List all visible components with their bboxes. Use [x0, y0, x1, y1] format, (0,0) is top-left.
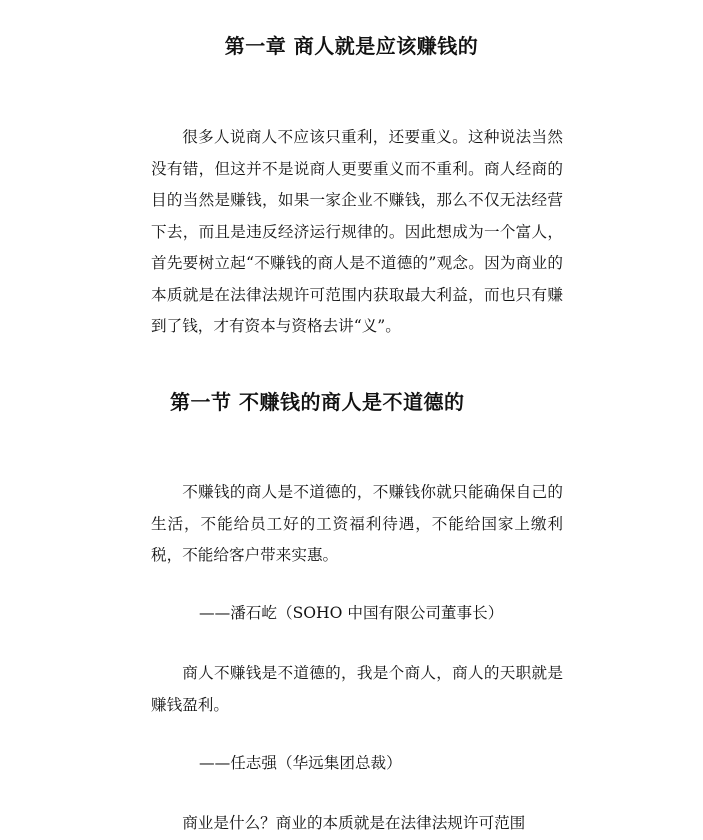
- chapter-title: 第一章 商人就是应该赚钱的: [224, 34, 479, 58]
- body-paragraph: 商人不赚钱是不道德的，我是个商人，商人的天职就是赚钱盈利。: [151, 664, 563, 714]
- chapter-intro-paragraph: 很多人说商人不应该只重利，还要重义。这种说法当然没有错，但这并不是说商人更要重义而不重利。商人经商的目的当然是赚钱，如果一家企业不赚钱，那么不仅无法经营下去，而且是违反经济运行规律的。因此想成为一个富人，首先要树立起“不赚钱的商人是不道德的”观念。因为商业的本质就是在法律法规许可范围内获取最大利益，而也只有赚到了钱，才有资本与资格去讲“义”。: [151, 128, 563, 335]
- quote-attribution: ——任志强（华远集团总裁）: [199, 754, 402, 772]
- body-paragraph: 不赚钱的商人是不道德的，不赚钱你就只能确保自己的生活，不能给员工好的工资福利待遇，不能给国家上缴利税，不能给客户带来实惠。: [151, 483, 563, 564]
- section-title: 第一节 不赚钱的商人是不道德的: [170, 390, 465, 414]
- body-paragraph: 商业是什么？商业的本质就是在法律法规许可范围: [182, 814, 526, 832]
- quote-attribution: ——潘石屹（SOHO 中国有限公司董事长）: [199, 604, 504, 622]
